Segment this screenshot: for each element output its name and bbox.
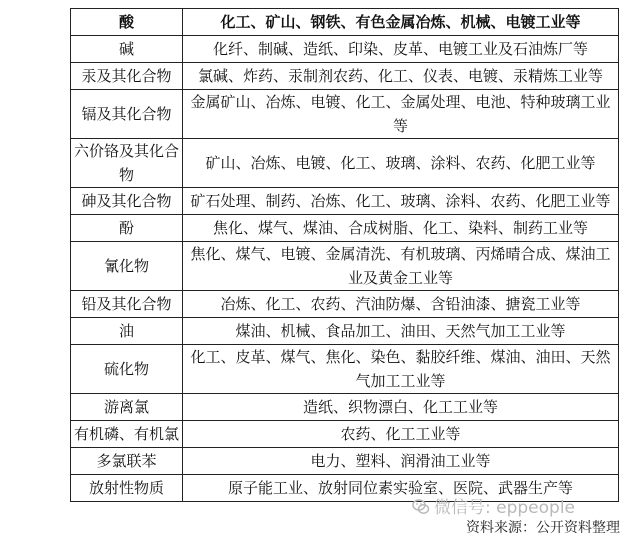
source-cell: 电力、塑料、润滑油工业等	[183, 448, 619, 475]
pollutant-cell: 有机磷、有机氯	[71, 421, 183, 448]
table-header-row	[71, 9, 619, 36]
pollutant-cell: 氰化物	[71, 242, 183, 291]
source-cell: 原子能工业、放射同位素实验室、医院、武器生产等	[183, 475, 619, 502]
table-row	[71, 291, 619, 318]
source-cell: 金属矿山、冶炼、电镀、化工、金属处理、电池、特种玻璃工业等	[183, 90, 619, 139]
source-cell: 农药、化工工业等	[183, 421, 619, 448]
header-cell-sources: 化工、矿山、钢铁、有色金属冶炼、机械、电镀工业等	[183, 9, 619, 36]
table-row	[71, 345, 619, 394]
table-row	[71, 448, 619, 475]
source-cell: 造纸、织物漂白、化工工业等	[183, 394, 619, 421]
source-note: 资料来源：公开资料整理	[466, 520, 620, 536]
source-cell: 化纤、制碱、造纸、印染、皮革、电镀工业及石油炼厂等	[183, 36, 619, 63]
wechat-watermark	[412, 497, 632, 519]
header-cell-pollutant: 酸	[71, 9, 183, 36]
pollutant-cell: 放射性物质	[71, 475, 183, 502]
pollutant-cell: 汞及其化合物	[71, 63, 183, 90]
table-row	[71, 188, 619, 215]
source-cell: 化工、皮革、煤气、焦化、染色、黏胶纤维、煤油、油田、天然气加工工业等	[183, 345, 619, 394]
source-cell: 矿山、冶炼、电镀、化工、玻璃、涂料、农药、化肥工业等	[183, 139, 619, 188]
source-cell: 焦化、煤气、煤油、合成树脂、化工、染料、制药工业等	[183, 215, 619, 242]
pollutant-cell: 铅及其化合物	[71, 291, 183, 318]
table-row	[71, 421, 619, 448]
source-cell: 氯碱、炸药、汞制剂农药、化工、仪表、电镀、汞精炼工业等	[183, 63, 619, 90]
pollutant-cell: 游离氯	[71, 394, 183, 421]
source-cell: 煤油、机械、食品加工、油田、天然气加工工业等	[183, 318, 619, 345]
pollutant-cell: 六价铬及其化合物	[71, 139, 183, 188]
table-row	[71, 139, 619, 188]
pollutant-cell: 砷及其化合物	[71, 188, 183, 215]
table-row	[71, 215, 619, 242]
pollutant-cell: 油	[71, 318, 183, 345]
source-cell: 矿石处理、制药、冶炼、化工、玻璃、涂料、农药、化肥工业等	[183, 188, 619, 215]
wechat-icon	[412, 498, 430, 516]
source-cell: 冶炼、化工、农药、汽油防爆、含铅油漆、搪瓷工业等	[183, 291, 619, 318]
table-row	[71, 36, 619, 63]
table-row	[71, 90, 619, 139]
pollutant-cell: 镉及其化合物	[71, 90, 183, 139]
pollutant-cell: 酚	[71, 215, 183, 242]
pollutant-cell: 硫化物	[71, 345, 183, 394]
table-row	[71, 394, 619, 421]
source-cell: 焦化、煤气、电镀、金属清洗、有机玻璃、丙烯晴合成、煤油工业及黄金工业等	[183, 242, 619, 291]
table-row	[71, 63, 619, 90]
pollutant-cell: 多氯联苯	[71, 448, 183, 475]
pollutant-sources-table	[70, 8, 619, 502]
table-row	[71, 318, 619, 345]
table-row	[71, 242, 619, 291]
watermark-text: 微信号: eppeople	[434, 498, 576, 518]
pollutant-cell: 碱	[71, 36, 183, 63]
